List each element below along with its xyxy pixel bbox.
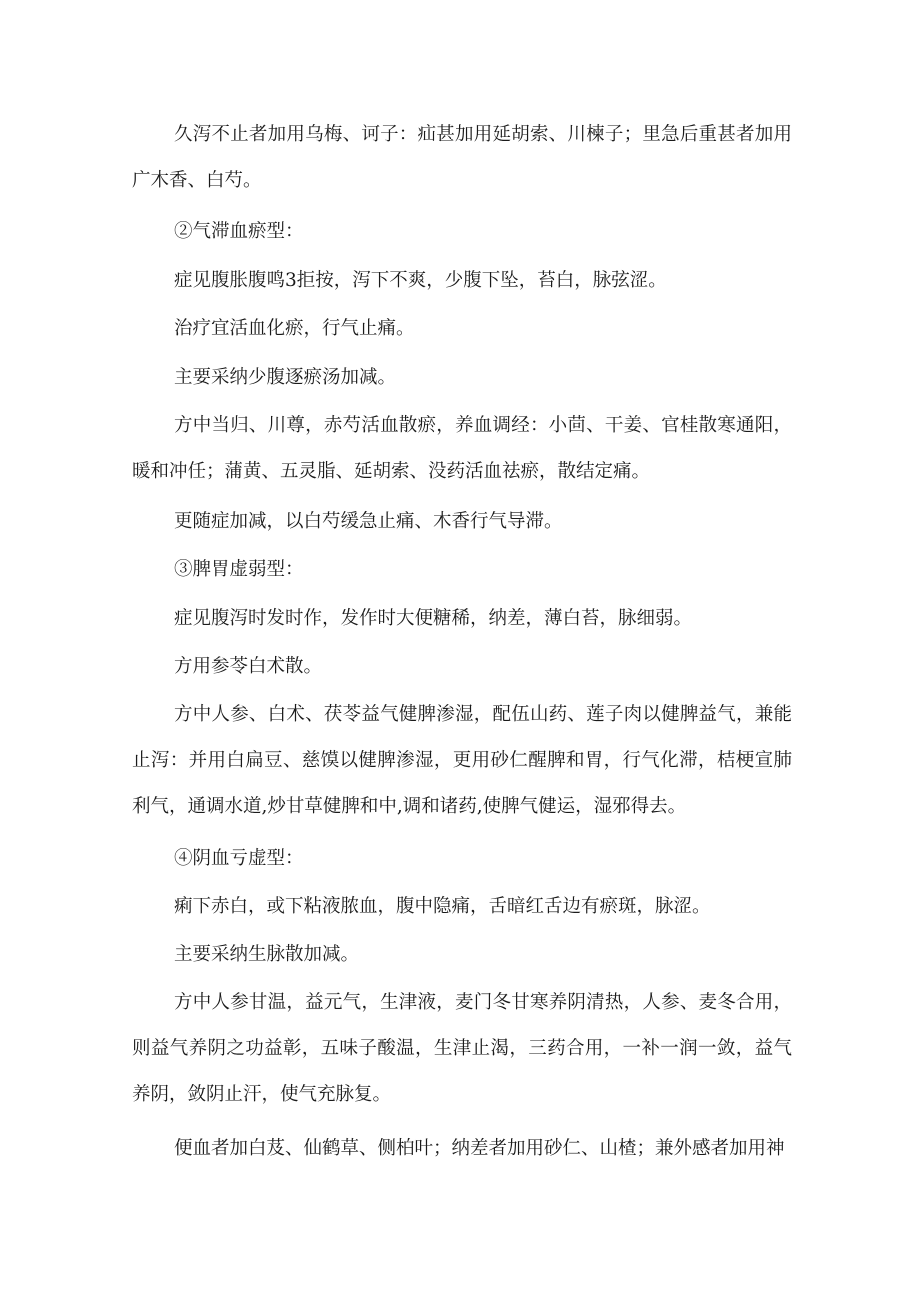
paragraph-formula-analysis-yin-deficiency: 方中人参甘温，益元气，生津液，麦门冬甘寒养阴清热，人参、麦冬合用，则益气养阴之功益彰，五味子酸温，生津止渴，三药合用，一补一润一敛，益气养阴，敛阴止汗，使气充脉复。 [132,992,792,1105]
paragraph-symptoms-qi-stagnation: 症见腹胀腹鸣3拒按，泻下不爽，少腹下坠，苔白，脉弦涩。 [174,270,667,291]
paragraph-modification-qi-stagnation: 更随症加减，以白芍缓急止痛、木香行气导滞。 [174,511,563,532]
paragraph-adjustments-chronic-diarrhea: 久泻不止者加用乌梅、诃子：疝甚加用延胡索、川楝子；里急后重甚者加用广木香、白芍。 [132,124,792,191]
paragraph-formula-analysis-qi-stagnation: 方中当归、川尊，赤芍活血散瘀，养血调经：小茴、干姜、官桂散寒通阳，暖和冲任；蒲黄、五灵脂、延胡索、没药活血祛瘀，散结定痛。 [132,415,792,482]
paragraph-symptoms-spleen-weakness: 症见腹泻时发时作，发作时大便糖稀，纳差，薄白苔，脉细弱。 [174,608,693,629]
paragraph-main-formula-spleen-weakness: 方用参苓白术散。 [174,656,323,677]
paragraph-formula-analysis-spleen-weakness: 方中人参、白术、茯苓益气健脾渗湿，配伍山药、莲子肉以健脾益气，兼能止泻：并用白扁豆、慈馍以健脾渗湿，更用砂仁醒脾和胃，行气化滞，桔梗宣肺利气，通调水道,炒甘草健脾和中,调和诸药,使脾气健运，湿邪得去。 [132,704,792,817]
paragraph-symptoms-yin-deficiency: 痢下赤白，或下粘液脓血，腹中隐痛，舌暗红舌边有瘀斑，脉涩。 [174,896,711,917]
heading-spleen-stomach-weakness: ③脾胃虚弱型： [174,559,304,580]
heading-yin-blood-deficiency: ④阴血亏虚型： [174,848,304,869]
paragraph-modifications-yin-deficiency: 便血者加白芨、仙鹤草、侧柏叶；纳差者加用砂仁、山楂；兼外感者加用神 [174,1138,785,1159]
paragraph-main-formula-qi-stagnation: 主要采纳少腹逐瘀汤加减。 [174,367,397,388]
heading-qi-stagnation-blood-stasis: ②气滞血瘀型： [174,221,304,242]
paragraph-main-formula-yin-deficiency: 主要采纳生脉散加减。 [174,944,360,965]
paragraph-treatment-principle-qi-stagnation: 治疗宜活血化瘀，行气止痛。 [174,318,415,339]
